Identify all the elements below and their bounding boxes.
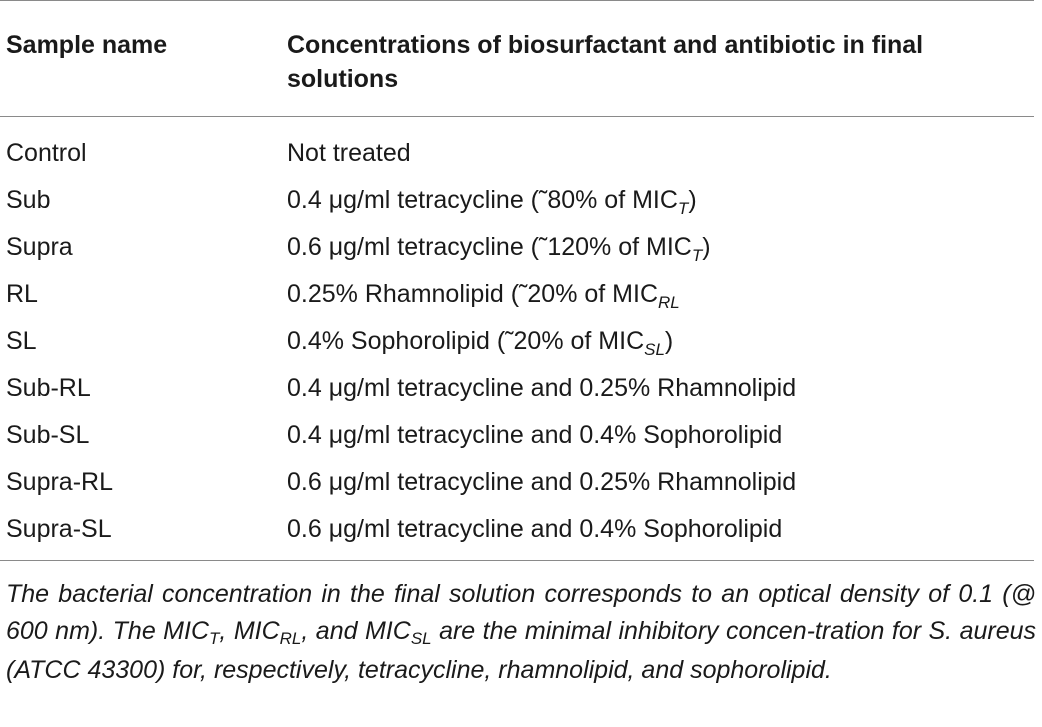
header-rule — [0, 116, 1034, 117]
concentration-cell — [287, 130, 411, 177]
sample-name-cell: Sub-RL — [6, 374, 91, 402]
sample-name-cell: SL — [6, 327, 37, 355]
footnote-text-2: , MIC — [219, 617, 280, 645]
concentration-cell — [287, 459, 796, 506]
concentration-text-end: ) — [688, 186, 697, 214]
concentration-text: 0.4 μg/ml tetracycline and 0.4% Sophorolipid — [287, 421, 783, 449]
table-row — [0, 412, 1042, 459]
concentration-text: 0.6 μg/ml tetracycline and 0.4% Sophorolipid — [287, 515, 783, 543]
concentration-cell — [287, 365, 796, 412]
mic-subscript: T — [677, 199, 689, 218]
concentration-text: 0.6 μg/ml tetracycline and 0.25% Rhamnolipid — [287, 468, 797, 496]
table-row — [0, 506, 1042, 553]
sample-name-cell: RL — [6, 280, 38, 308]
concentration-text-end: ) — [702, 233, 711, 261]
table-footnote — [6, 576, 1036, 689]
concentration-cell — [287, 318, 673, 367]
mic-subscript: SL — [644, 340, 665, 359]
concentration-cell — [287, 271, 680, 320]
footnote-text-1: The bacterial concentration in the final solution corresponds to an optical density of 0.1 (@ 600 nm). The MIC — [6, 580, 1036, 645]
mic-subscript: T — [691, 246, 703, 265]
concentration-text: 0.6 μg/ml tetracycline (˜120% of MIC — [287, 233, 692, 261]
table-row — [0, 365, 1042, 412]
sample-name-cell: Supra-RL — [6, 468, 113, 496]
sample-name-cell: Control — [6, 139, 87, 167]
mic-subscript: RL — [658, 293, 680, 312]
concentration-cell — [287, 177, 697, 226]
concentration-cell — [287, 506, 782, 553]
sample-name-cell: Supra-SL — [6, 515, 112, 543]
footnote-sub-sl: SL — [410, 629, 432, 648]
table-row — [0, 177, 1042, 224]
sample-name-cell: Sub — [6, 186, 51, 214]
sample-name-cell: Sub-SL — [6, 421, 90, 449]
concentration-cell — [287, 412, 782, 459]
concentration-text: 0.4 μg/ml tetracycline and 0.25% Rhamnolipid — [287, 374, 797, 402]
concentration-text-end: ) — [664, 327, 674, 355]
footnote-sub-rl: RL — [279, 629, 302, 648]
table-row — [0, 459, 1042, 506]
table-row — [0, 224, 1042, 271]
concentration-text: Not treated — [287, 139, 411, 167]
footnote-text-4: are the minimal inhibitory concen-tration for S. aureus (ATCC 43300) for, respectively, tetracycline, rhamnolipid, and sophorolipid. — [6, 617, 1037, 684]
bottom-rule — [0, 560, 1034, 561]
concentration-text: 0.4% Sophorolipid (˜20% of MIC — [287, 327, 645, 355]
header-sample-name: Sample name — [6, 31, 168, 59]
header-concentrations: Concentrations of biosurfactant and antibiotic in final solutions — [287, 31, 924, 93]
footnote-text-3: , and MIC — [301, 617, 411, 645]
sample-name-cell: Supra — [6, 233, 73, 261]
concentration-cell — [287, 224, 711, 273]
top-rule — [0, 0, 1034, 1]
table-row — [0, 318, 1042, 365]
table-row — [0, 271, 1042, 318]
table-row — [0, 130, 1042, 177]
concentration-text: 0.25% Rhamnolipid (˜20% of MIC — [287, 280, 658, 308]
footnote-sub-t: T — [209, 629, 220, 648]
concentration-text: 0.4 μg/ml tetracycline (˜80% of MIC — [287, 186, 678, 214]
